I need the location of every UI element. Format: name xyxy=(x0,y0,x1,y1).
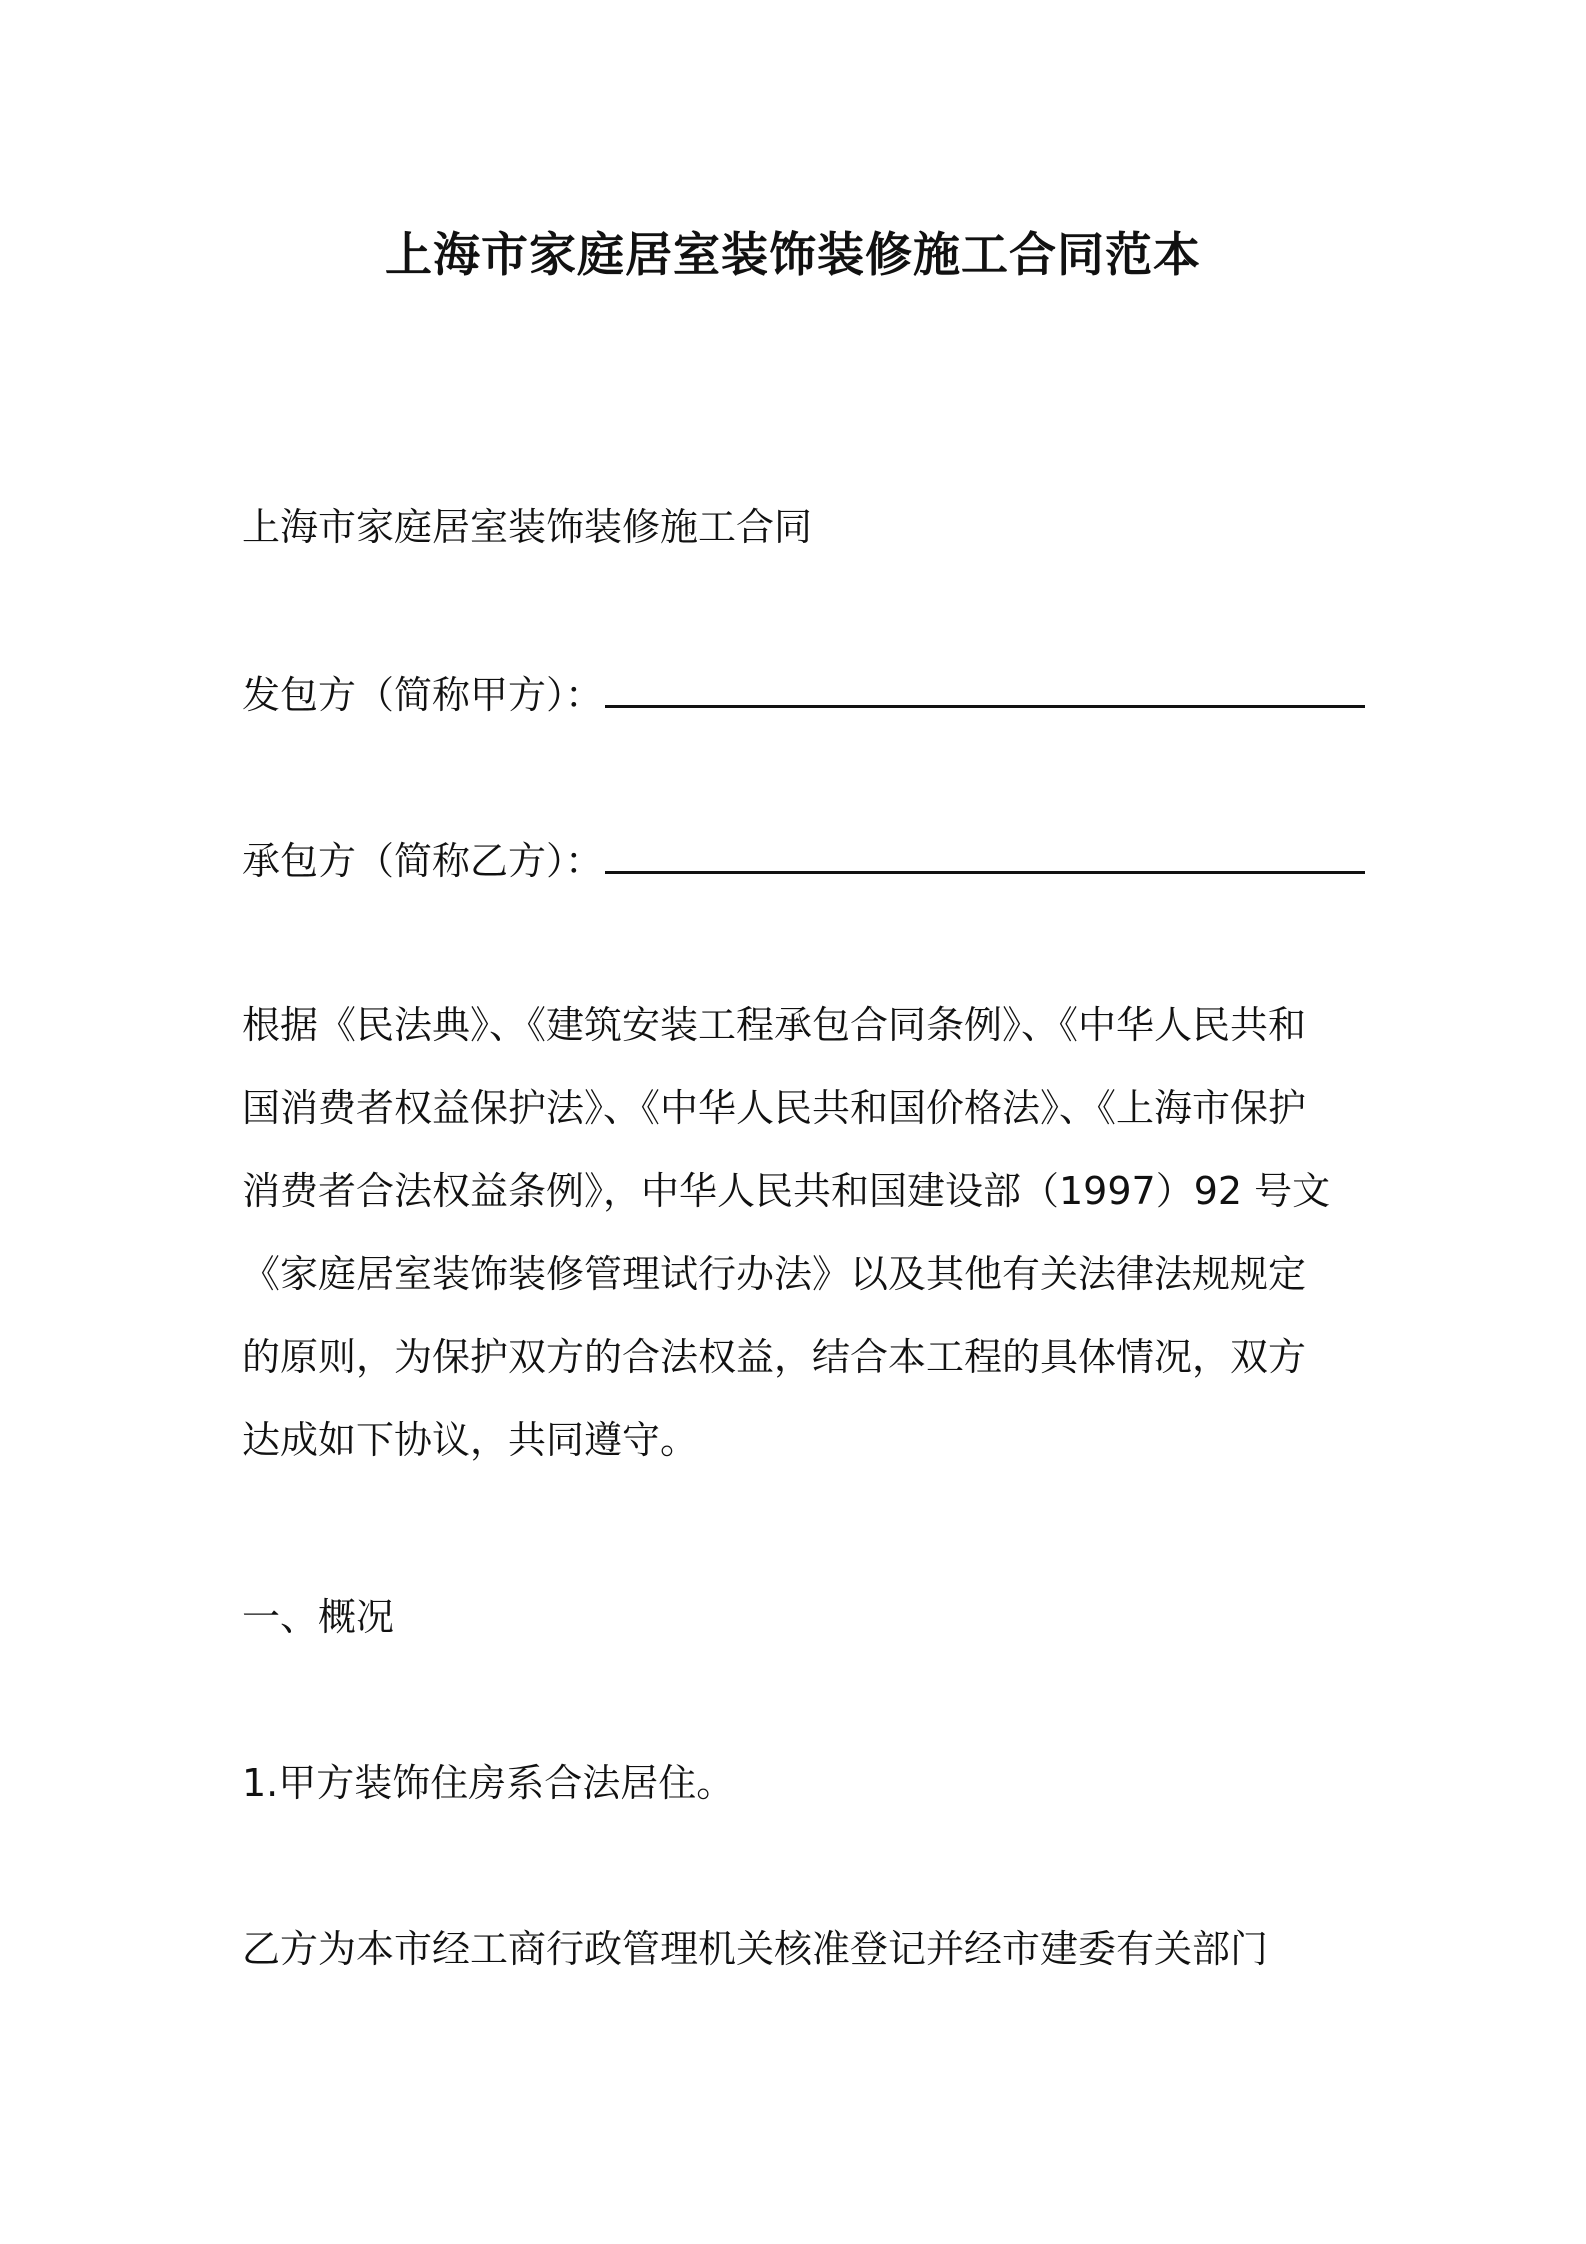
clause-2-start: 乙方为本市经工商行政管理机关核准登记并经市建委有关部门 xyxy=(242,1927,1269,1971)
party-a-label: 发包方（简称甲方）： xyxy=(242,673,604,717)
party-b-label: 承包方（简称乙方）： xyxy=(242,839,604,883)
intro-line: 国消费者权益保护法》、《中华人民共和国价格法》、《上海市保护 xyxy=(242,1086,1307,1130)
intro-line: 消费者合法权益条例》，中华人民共和国建设部（1997）92 号文 xyxy=(242,1169,1331,1213)
clause-1: 1.甲方装饰住房系合法居住。 xyxy=(242,1761,735,1805)
intro-line: 达成如下协议，共同遵守。 xyxy=(242,1418,699,1462)
party-b-blank-field[interactable] xyxy=(605,835,1365,874)
page-title: 上海市家庭居室装饰装修施工合同范本 xyxy=(385,228,1201,283)
party-b-row xyxy=(242,830,1365,885)
party-a-row xyxy=(242,664,1365,719)
intro-line: 的原则，为保护双方的合法权益，结合本工程的具体情况，双方 xyxy=(242,1335,1307,1379)
intro-line: 《家庭居室装饰装修管理试行办法》以及其他有关法律法规规定 xyxy=(242,1252,1307,1296)
intro-line: 根据《民法典》、《建筑安装工程承包合同条例》、《中华人民共和 xyxy=(242,1003,1307,1047)
intro-paragraph xyxy=(242,984,1352,1482)
section-heading: 一、概况 xyxy=(242,1595,395,1639)
contract-subtitle: 上海市家庭居室装饰装修施工合同 xyxy=(242,505,813,549)
party-a-blank-field[interactable] xyxy=(605,669,1365,708)
